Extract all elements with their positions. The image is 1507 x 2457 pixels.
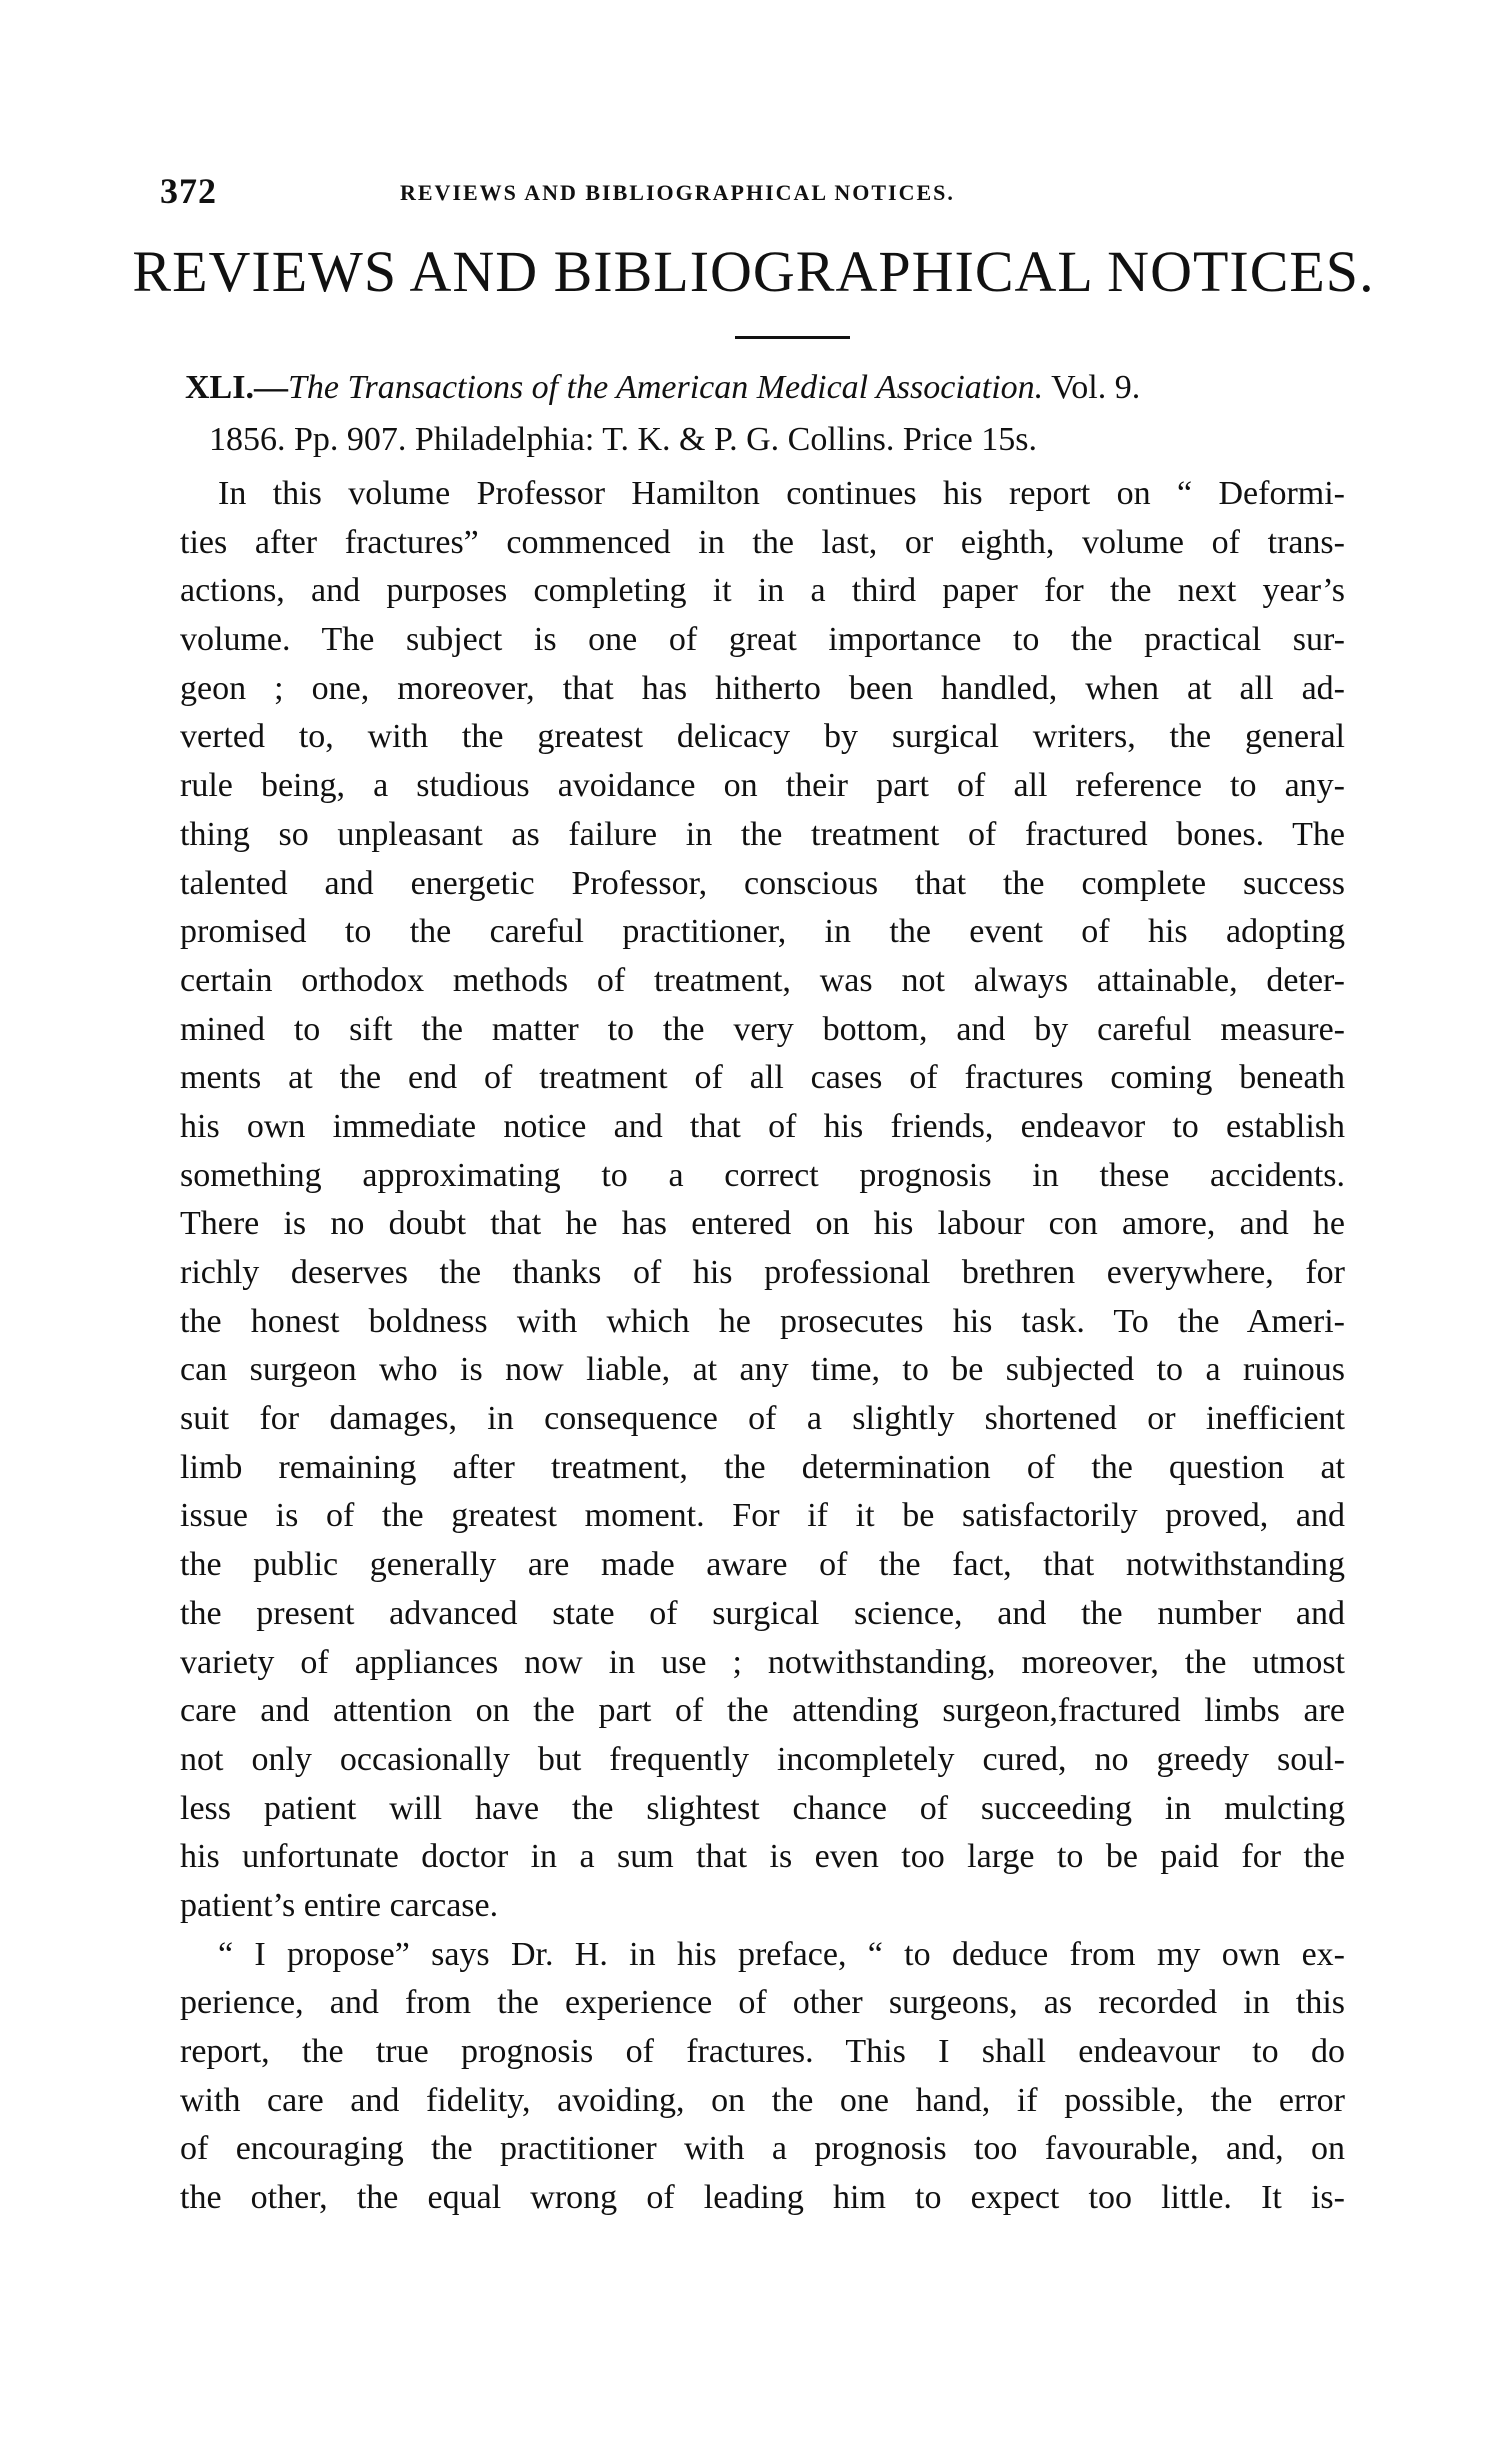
review-heading-line-1 [185, 362, 1340, 414]
text-line: not only occasionally but frequently incompletely cured, no greedy soul- [180, 1740, 1345, 1778]
text-line: variety of appliances now in use ; notwithstanding, moreover, the utmost [180, 1643, 1345, 1681]
text-line: There is no doubt that he has entered on his labour con amore, and he [180, 1205, 1345, 1243]
text-line: promised to the careful practitioner, in the event of his adopting [180, 913, 1345, 951]
text-line: less patient will have the slightest chance of succeeding in mulcting [180, 1789, 1345, 1827]
review-number: XLI.— [185, 369, 288, 406]
text-line: his unfortunate doctor in a sum that is even too large to be paid for the [180, 1838, 1345, 1876]
text-line: certain orthodox methods of treatment, was not always attainable, deter- [180, 961, 1345, 999]
text-line: talented and energetic Professor, conscious that the complete success [180, 864, 1345, 902]
text-line: In this volume Professor Hamilton continues his report on “ Deformi- [218, 475, 1345, 512]
text-line: “ I propose” says Dr. H. in his preface, “ to deduce from my own ex- [218, 1935, 1345, 1973]
text-line: geon ; one, moreover, that has hitherto been handled, when at all ad- [180, 669, 1345, 707]
text-line: limb remaining after treatment, the determination of the question at [180, 1448, 1345, 1486]
text-line: the present advanced state of surgical science, and the number and [180, 1594, 1345, 1632]
text-line: issue is of the greatest moment. For if it be satisfactorily proved, and [180, 1497, 1345, 1535]
text-line: can surgeon who is now liable, at any time, to be subjected to a ruinous [180, 1351, 1345, 1389]
section-title: REVIEWS AND BIBLIOGRAPHICAL NOTICES. [132, 239, 1375, 304]
text-line: ments at the end of treatment of all cases of fractures coming beneath [180, 1059, 1345, 1097]
text-line: perience, and from the experience of other surgeons, as recorded in this [180, 1984, 1345, 2022]
title-rule [735, 336, 850, 339]
review-body [180, 470, 1345, 2223]
text-line: ties after fractures” commenced in the last, or eighth, volume of trans- [180, 523, 1345, 561]
text-line: volume. The subject is one of great importance to the practical sur- [180, 621, 1345, 659]
review-publication: 1856. Pp. 907. Philadelphia: T. K. & P. G. Collins. Price 15s. [209, 421, 1037, 458]
text-line: report, the true prognosis of fractures. This I shall endeavour to do [180, 2033, 1345, 2070]
review-volume: Vol. 9. [1043, 369, 1141, 406]
text-line: thing so unpleasant as failure in the treatment of fractured bones. The [180, 815, 1345, 853]
text-line: rule being, a studious avoidance on their part of all reference to any- [180, 767, 1345, 805]
text-line: richly deserves the thanks of his professional brethren everywhere, for [180, 1254, 1345, 1291]
text-line: patient’s entire carcase. [180, 1886, 499, 1924]
text-line: mined to sift the matter to the very bottom, and by careful measure- [180, 1010, 1345, 1048]
running-head [160, 170, 1340, 210]
text-line: his own immediate notice and that of his friends, endeavor to establish [180, 1107, 1345, 1145]
page-number: 372 [160, 171, 217, 211]
review-heading [185, 362, 1340, 466]
text-line: something approximating to a correct prognosis in these accidents. [180, 1156, 1345, 1194]
text-line: of encouraging the practitioner with a prognosis too favourable, and, on [180, 2130, 1345, 2168]
text-line: care and attention on the part of the attending surgeon,fractured limbs are [180, 1692, 1345, 1730]
text-line: suit for damages, in consequence of a slightly shortened or inefficient [180, 1400, 1345, 1438]
running-title: REVIEWS AND BIBLIOGRAPHICAL NOTICES. [400, 180, 955, 205]
text-line: actions, and purposes completing it in a third paper for the next year’s [180, 572, 1345, 610]
text-line: with care and fidelity, avoiding, on the one hand, if possible, the error [180, 2081, 1345, 2119]
text-line: the public generally are made aware of the fact, that notwithstanding [180, 1546, 1345, 1584]
text-line: the other, the equal wrong of leading him to expect too little. It is- [180, 2179, 1345, 2217]
text-line: verted to, with the greatest delicacy by surgical writers, the general [180, 718, 1345, 756]
text-line: the honest boldness with which he prosecutes his task. To the Ameri- [180, 1302, 1345, 1340]
review-title: The Transactions of the American Medical Association. [287, 369, 1044, 406]
